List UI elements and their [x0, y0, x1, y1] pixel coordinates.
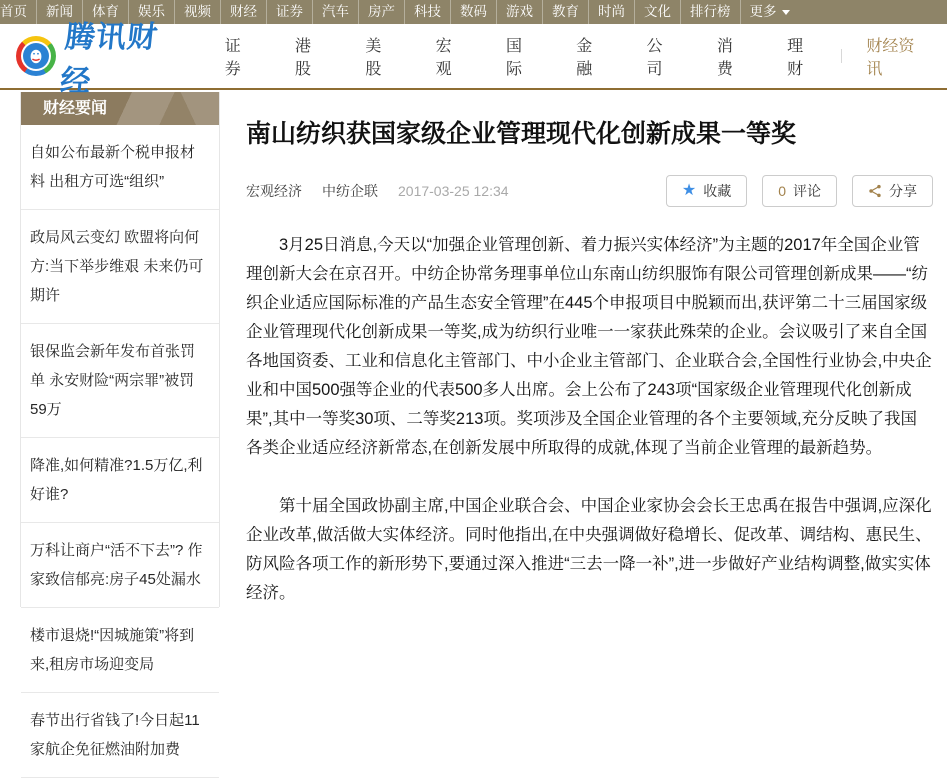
article-actions: [651, 175, 933, 207]
divider: [841, 49, 842, 63]
article-category-link[interactable]: 宏观经济: [246, 182, 302, 199]
sidebar-news-item[interactable]: 楼市退烧!“因城施策”将到来,租房市场迎变局: [21, 608, 219, 693]
top-nav-item-culture[interactable]: 文化: [634, 0, 680, 24]
sidebar-news-item[interactable]: 降准,如何精准?1.5万亿,利好谁?: [21, 438, 219, 523]
top-nav-item-news[interactable]: 新闻: [36, 0, 82, 24]
article-paragraph: 3月25日消息,今天以“加强企业管理创新、着力振兴实体经济”为主题的2017年全国企业管理创新大会在京召开。中纺企协常务理事单位山东南山纺织服饰有限公司管理创新成果——“纺织企业适应国际标准的产品生态安全管理”在445个申报项目中脱颖而出,获评第二十三届国家级企业管理现代化创新成果一等奖,成为纺织行业唯一一家获此殊荣的企业。会议吸引了来自全国各地国资委、工业和信息化主管部门、中小企业主管部门、企业联合会,全国性行业协会,中央企业和中国500强等企业的代表500多人出席。会上公布了243项“国家级企业管理现代化创新成果”,其中一等奖30项、二等奖213项。奖项涉及全国企业管理的各个主要领域,充分反映了我国各类企业适应经济新常态,在创新发展中所取得的成就,体现了当前企业管理的最新趋势。: [246, 235, 932, 457]
channel-intl[interactable]: 国际: [505, 38, 522, 78]
article-datetime: 2017-03-25 12:34: [398, 182, 509, 199]
top-nav-item-games[interactable]: 游戏: [496, 0, 542, 24]
top-nav-item-securities[interactable]: 证券: [266, 0, 312, 24]
article-paragraph: 第十届全国政协副主席,中国企业联合会、中国企业家协会会长王忠禹在报告中强调,应深化企业改革,做活做大实体经济。同时他指出,在中央强调做好稳增长、促改革、调结构、惠民生、防风险各项工作的新形势下,要通过深入推进“三去一降一补”,进一步做好产业结构调整,做实实体经济。: [246, 496, 932, 602]
channel-macro[interactable]: 宏观: [435, 38, 452, 78]
channel-company[interactable]: 公司: [646, 38, 663, 78]
sidebar-finance-headlines: [20, 92, 220, 758]
comments-count: 0: [778, 182, 786, 199]
comments-button[interactable]: [762, 175, 837, 207]
site-header: [0, 21, 947, 98]
sidebar-news-item[interactable]: 银保监会新年发布首张罚单 永安财险“两宗罪”被罚59万: [21, 324, 219, 438]
sidebar-news-item[interactable]: 万科让商户“活不下去”? 作家致信郁亮:房子45处漏水: [21, 523, 219, 608]
top-nav-item-sports[interactable]: 体育: [82, 0, 128, 24]
top-nav-item-digital[interactable]: 数码: [450, 0, 496, 24]
top-nav-item-entertainment[interactable]: 娱乐: [128, 0, 174, 24]
article-main: [220, 92, 947, 607]
channel-securities[interactable]: 证券: [224, 38, 241, 78]
top-nav-item-home[interactable]: 首页: [0, 4, 27, 19]
channel-banking[interactable]: 金融: [576, 38, 593, 78]
article-source-link[interactable]: 中纺企联: [322, 182, 378, 199]
comments-label: 评论: [793, 182, 821, 199]
article-title: 南山纺织获国家级企业管理现代化创新成果一等奖: [246, 120, 797, 148]
top-nav-item-education[interactable]: 教育: [542, 0, 588, 24]
share-icon: [868, 184, 882, 198]
logo-text: 腾讯财经: [58, 21, 160, 98]
top-nav-item-house[interactable]: 房产: [358, 0, 404, 24]
page-content: [0, 90, 947, 758]
sidebar-news-item[interactable]: 自如公布最新个税申报材料 出租方可选“组织”: [21, 125, 219, 210]
article-meta-row: [246, 175, 933, 207]
sidebar-news-item[interactable]: 政局风云变幻 欧盟将向何方:当下举步维艰 未来仍可期许: [21, 210, 219, 324]
tencent-penguin-icon: [16, 36, 56, 76]
channel-consumer[interactable]: 消费: [716, 38, 733, 78]
star-icon: ★: [681, 181, 697, 199]
top-nav-item-ranking[interactable]: 排行榜: [680, 0, 740, 24]
favorite-label: 收藏: [703, 182, 732, 199]
top-nav-item-tech[interactable]: 科技: [404, 0, 450, 24]
favorite-button[interactable]: [666, 175, 747, 207]
channel-wealth[interactable]: 理财: [787, 38, 804, 78]
channel-current-finance-news: 财经资讯: [866, 38, 915, 78]
share-button[interactable]: [852, 175, 933, 207]
channel-hk-stocks[interactable]: 港股: [295, 38, 312, 78]
top-nav-more-label: 更多: [749, 4, 777, 19]
top-nav-item-finance[interactable]: 财经: [220, 0, 266, 24]
sidebar-news-item[interactable]: 春节出行省钱了!今日起11家航企免征燃油附加费: [21, 693, 219, 778]
top-nav-item-video[interactable]: 视频: [174, 0, 220, 24]
article-body: [246, 231, 933, 608]
channel-nav: [205, 33, 947, 79]
top-nav-more[interactable]: [740, 0, 799, 24]
chevron-down-icon: [782, 10, 790, 15]
share-label: 分享: [889, 182, 917, 199]
channel-us-stocks[interactable]: 美股: [365, 38, 382, 78]
tencent-finance-logo[interactable]: [16, 12, 183, 100]
top-nav-item-fashion[interactable]: 时尚: [588, 0, 634, 24]
sidebar-title: 财经要闻: [21, 92, 219, 125]
top-nav-item-auto[interactable]: 汽车: [312, 0, 358, 24]
